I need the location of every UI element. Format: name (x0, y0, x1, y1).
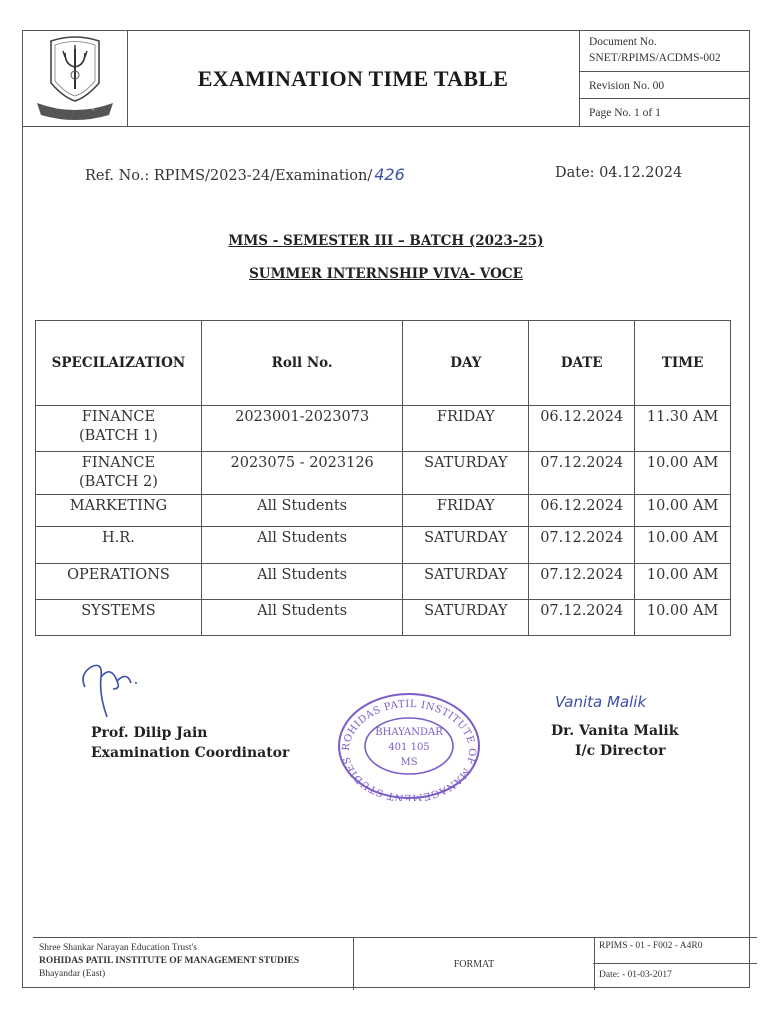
footer-place: Bhayandar (East) (39, 969, 106, 979)
footer-institute: ROHIDAS PATIL INSTITUTE OF MANAGEMENT STUDIES (39, 956, 300, 966)
specialization-cell: OPERATIONS (36, 564, 202, 600)
specialization-cell: H.R. (36, 527, 202, 564)
revision-no: Revision No. 00 (580, 73, 750, 99)
reference-prefix: Ref. No.: RPIMS/2023-24/Examination/ (85, 168, 373, 184)
column-header: Roll No. (201, 321, 403, 406)
document-footer (33, 937, 757, 990)
time-cell: 10.00 AM (635, 527, 731, 564)
time-cell: 10.00 AM (635, 600, 731, 636)
reference-number (85, 165, 405, 184)
stamp-line-3: MS (400, 757, 418, 768)
time-cell: 10.00 AM (635, 564, 731, 600)
stamp-line-2: 401 105 (388, 742, 430, 753)
footer-date: Date: - 01-03-2017 (599, 970, 672, 980)
coordinator-signature (77, 655, 157, 725)
document-no: SNET/RPIMS/ACDMS-002 (589, 52, 721, 64)
table-row (36, 452, 731, 495)
column-header: TIME (635, 321, 731, 406)
stamp-ring-text: ROHIDAS PATIL INSTITUTE OF MANAGEMENT STUDIES (340, 698, 478, 801)
footer-institute-info (33, 938, 353, 990)
specialization-cell: SYSTEMS (36, 600, 202, 636)
specialization-cell: MARKETING (36, 495, 202, 527)
roll-no-cell: 2023075 - 2023126 (201, 452, 403, 495)
roll-no-cell: 2023001-2023073 (201, 406, 403, 452)
time-cell: 10.00 AM (635, 452, 731, 495)
day-cell: SATURDAY (403, 452, 529, 495)
specialization-cell: FINANCE (BATCH 2) (36, 452, 202, 495)
page-title: EXAMINATION TIME TABLE (197, 65, 509, 91)
logo-motto: विद्या परम दैवतम् (56, 104, 94, 111)
date-cell: 06.12.2024 (529, 406, 635, 452)
coordinator-block (91, 723, 289, 763)
table-row (36, 495, 731, 527)
table-row (36, 600, 731, 636)
table-header-row (36, 321, 731, 406)
document-no-label: Document No. (589, 36, 657, 48)
footer-format: FORMAT (353, 938, 595, 990)
date-cell: 07.12.2024 (529, 600, 635, 636)
batch-heading: MMS - SEMESTER III – BATCH (2023-25) (228, 233, 544, 249)
column-header: DAY (403, 321, 529, 406)
document-frame (22, 30, 750, 988)
issue-date: Date: 04.12.2024 (555, 165, 683, 181)
time-cell: 10.00 AM (635, 495, 731, 527)
footer-trust: Shree Shankar Narayan Education Trust's (39, 943, 197, 953)
time-cell: 11.30 AM (635, 406, 731, 452)
stamp-line-1: BHAYANDAR (375, 727, 443, 738)
roll-no-cell: All Students (201, 600, 403, 636)
exam-heading: SUMMER INTERNSHIP VIVA- VOCE (249, 266, 523, 282)
institute-logo (23, 31, 128, 126)
coordinator-name: Prof. Dilip Jain (91, 725, 208, 741)
coordinator-role: Examination Coordinator (91, 745, 290, 761)
page-no: Page No. 1 of 1 (589, 107, 661, 119)
day-cell: FRIDAY (403, 406, 529, 452)
column-header: SPECILAIZATION (36, 321, 202, 406)
roll-no-cell: All Students (201, 564, 403, 600)
footer-code: RPIMS - 01 - F002 - A4R0 (599, 941, 703, 951)
director-role: I/c Director (575, 743, 666, 759)
day-cell: SATURDAY (403, 564, 529, 600)
document-info-box (579, 31, 750, 126)
specialization-cell: FINANCE (BATCH 1) (36, 406, 202, 452)
roll-no-cell: All Students (201, 527, 403, 564)
date-cell: 06.12.2024 (529, 495, 635, 527)
director-handwritten-signature: Vanita Malik (555, 693, 647, 711)
date-cell: 07.12.2024 (529, 527, 635, 564)
footer-code-box (593, 938, 757, 990)
table-row (36, 406, 731, 452)
table-row (36, 527, 731, 564)
day-cell: SATURDAY (403, 600, 529, 636)
timetable (35, 320, 731, 636)
roll-no-cell: All Students (201, 495, 403, 527)
document-header (23, 31, 749, 127)
date-cell: 07.12.2024 (529, 564, 635, 600)
reference-handwritten-number: 426 (374, 165, 405, 184)
director-block (551, 721, 678, 761)
day-cell: SATURDAY (403, 527, 529, 564)
institute-stamp (335, 691, 483, 801)
column-header: DATE (529, 321, 635, 406)
director-name: Dr. Vanita Malik (551, 723, 679, 739)
table-row (36, 564, 731, 600)
day-cell: FRIDAY (403, 495, 529, 527)
date-cell: 07.12.2024 (529, 452, 635, 495)
